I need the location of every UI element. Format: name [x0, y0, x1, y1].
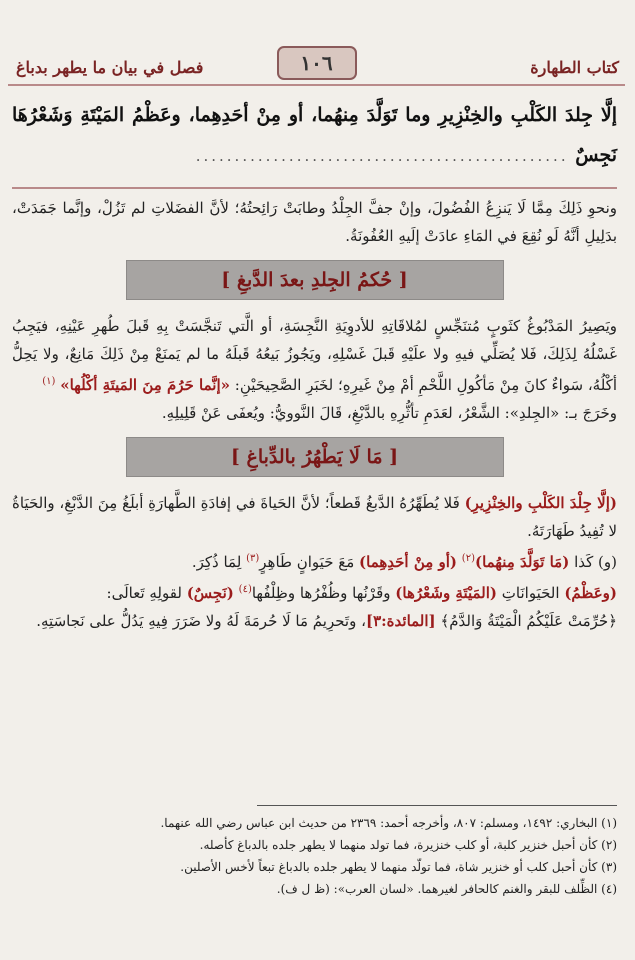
footnote-4: (٤) الظِّلف للبقر والغنم كالحافر لغيرهما. «لسان العرب»: (ظ ل ف). — [276, 882, 617, 896]
chapter-title: فصل في بيان ما يطهر بدباغ — [16, 58, 204, 77]
section-heading-tanning-ruling: [ حُكمُ الجِلدِ بعدَ الدَّبغِ ] — [126, 260, 504, 300]
paragraph-1: ونحوِ ذَلِكَ مِمَّا لَا يَنزِعُ الفُضُولَ، وإنْ جفَّ الجِلْدُ وطابَتْ رَائِحتُهُ؛ لأنَّ الفضَلاتِ لم تَزُلْ، وإنَّما جَمَدَتْ، بدَلِيلِ أنَّهُ لَو نُقِعَ في المَاءِ عادَتْ إلَيهِ العُفُونَةُ. — [12, 199, 617, 245]
quran-reference: [المائدة:٣] — [365, 612, 436, 630]
paragraph-7 — [12, 607, 617, 635]
quran-verse: ﴿حُرِّمَتْ عَلَيْكُمُ الْمَيْتَةُ وَالدَّمُ﴾ — [440, 612, 617, 630]
paragraph-5 — [12, 545, 617, 576]
paragraph-6 — [12, 576, 617, 607]
commentary-body — [12, 194, 617, 635]
footnote-divider — [257, 805, 617, 806]
matn-quote-impure: (نَجِسٌ) — [186, 584, 234, 602]
footnote-2: (٢) كأن أحبل خنزير كلبة، أو كلب خنزيرة، فما تولد منهما لا يطهر جلده بالدباغ كأصله. — [199, 838, 617, 852]
footnote-1: (١) البخاري: ١٤٩٢، ومسلم: ٨٠٧، وأخرجه أحمد: ٢٣٦٩ من حديث ابن عباس رضي الله عنهما. — [160, 816, 617, 830]
page-number: ١٠٦ — [277, 46, 357, 80]
matn-line: إلَّا جِلدَ الكَلْبِ والخِنْزِيرِ وما تَوَلَّدَ مِنهُما، أو مِنْ أحَدِهِما، وعَظْمُ المَيْتَةِ وَشَعْرُهَا نَجِسٌ — [12, 104, 617, 166]
footnote-ref-4[interactable]: (٤) — [238, 584, 252, 595]
footnote-ref-1[interactable]: (١) — [42, 376, 56, 387]
footnote-ref-3[interactable]: (٣) — [246, 553, 260, 564]
paragraph-5-b: مَعَ حَيَوانٍ طَاهِرٍ — [259, 553, 355, 571]
paragraph-2 — [12, 312, 617, 399]
paragraph-4-text: فَلا يُطَهِّرُهُ الدَّبغُ قَطعاً؛ لأنَّ الحَياةَ في إفادَةِ الطَّهارَةِ أبلَغُ مِنَ الدَّبْغِ، والحَيَاةُ لا تُفِيدُ طَهَارَتَهُ. — [12, 494, 617, 540]
footnotes — [14, 812, 617, 900]
footnote-3: (٣) كأن أحبل كلب أو خنزير شاة، فما تولّد منهما لا يطهر جلده بالدباغ تبعاً لأخس الأصلين. — [180, 860, 617, 874]
matn-quote-dog-pig: (إلَّا جِلْدَ الكَلْبِ والخِنْزِيرِ) — [464, 494, 617, 512]
matn-quote-one-of-them: (أو مِنْ أحَدِهِما) — [359, 553, 457, 571]
matn-quote-bone: (وعَظْمُ) — [564, 584, 617, 602]
matn-quote-carrion-hair: (المَيْتَةِ وشَعْرُها) — [395, 584, 498, 602]
matn-dots: ................................................ — [195, 147, 569, 165]
matn-text — [12, 95, 617, 189]
paragraph-5-c: لِمَا ذُكِرَ. — [191, 553, 242, 571]
page-header — [8, 44, 625, 86]
paragraph-6-b: وقَرْنُها وظُفْرُها وظِلْفُها — [251, 584, 391, 602]
paragraph-2-text: ويَصِيرُ المَدْبُوغُ كثَوبٍ مُتنَجِّسٍ لمُلاقَاتِهِ للأدوِيَةِ النَّجِسَةِ، أو الَّتي تَنجَّسَتْ بِهِ قَبلَ طُهرِ عَيْنِهِ، فيَجِبُ غَسْلُهُ لِذَلِكَ، فَلا يُصَلِّي فيهِ ولا علَيْهِ قَبلَ غَسْلِهِ، ويَجُوزُ بَيعُهُ قَبلَهُ ما لم يَمنَعْ مِنْ ذَلِكَ مَانِعٌ، ولا يَحِلُّ أكْلُهُ، سَواءٌ كانَ مِنْ مَأكُولِ اللَّحْمِ أمْ مِنْ غَيرِهِ؛ لخَبَرِ الصَّحِيحَيْنِ: — [12, 317, 617, 394]
paragraph-7-text: ، وتَحرِيمُ مَا لَا حُرمَةَ لَهُ ولا ضَرَرَ فِيهِ يَدُلُّ على نَجاسَتِهِ. — [36, 612, 366, 630]
footnote-ref-2[interactable]: (٢) — [461, 553, 475, 564]
paragraph-3: وخَرَجَ بـ: «الجِلدِ»: الشَّعْرُ، لعَدَمِ تأثُّرِهِ بالدَّبْغِ، قَالَ النَّوويُّ: ويُعفَى عَنْ قَلِيلِهِ. — [161, 404, 617, 422]
paragraph-5-a: (و) كَذا — [574, 553, 617, 571]
section-heading-not-purified: [ مَا لَا يَطْهُرُ بالدِّباغِ ] — [126, 437, 504, 477]
matn-quote-offspring: (مَا تَوَلَّدَ مِنهُما) — [474, 553, 570, 571]
paragraph-6-c: لقولِهِ تَعالَى: — [106, 584, 182, 602]
hadith-quote: «إنَّما حَرُمَ مِنَ المَيتَةِ أكْلُها» — [60, 376, 231, 394]
book-title: كتاب الطهارة — [530, 58, 619, 77]
paragraph-6-a: الحَيَوانَاتِ — [501, 584, 560, 602]
paragraph-4 — [12, 489, 617, 545]
